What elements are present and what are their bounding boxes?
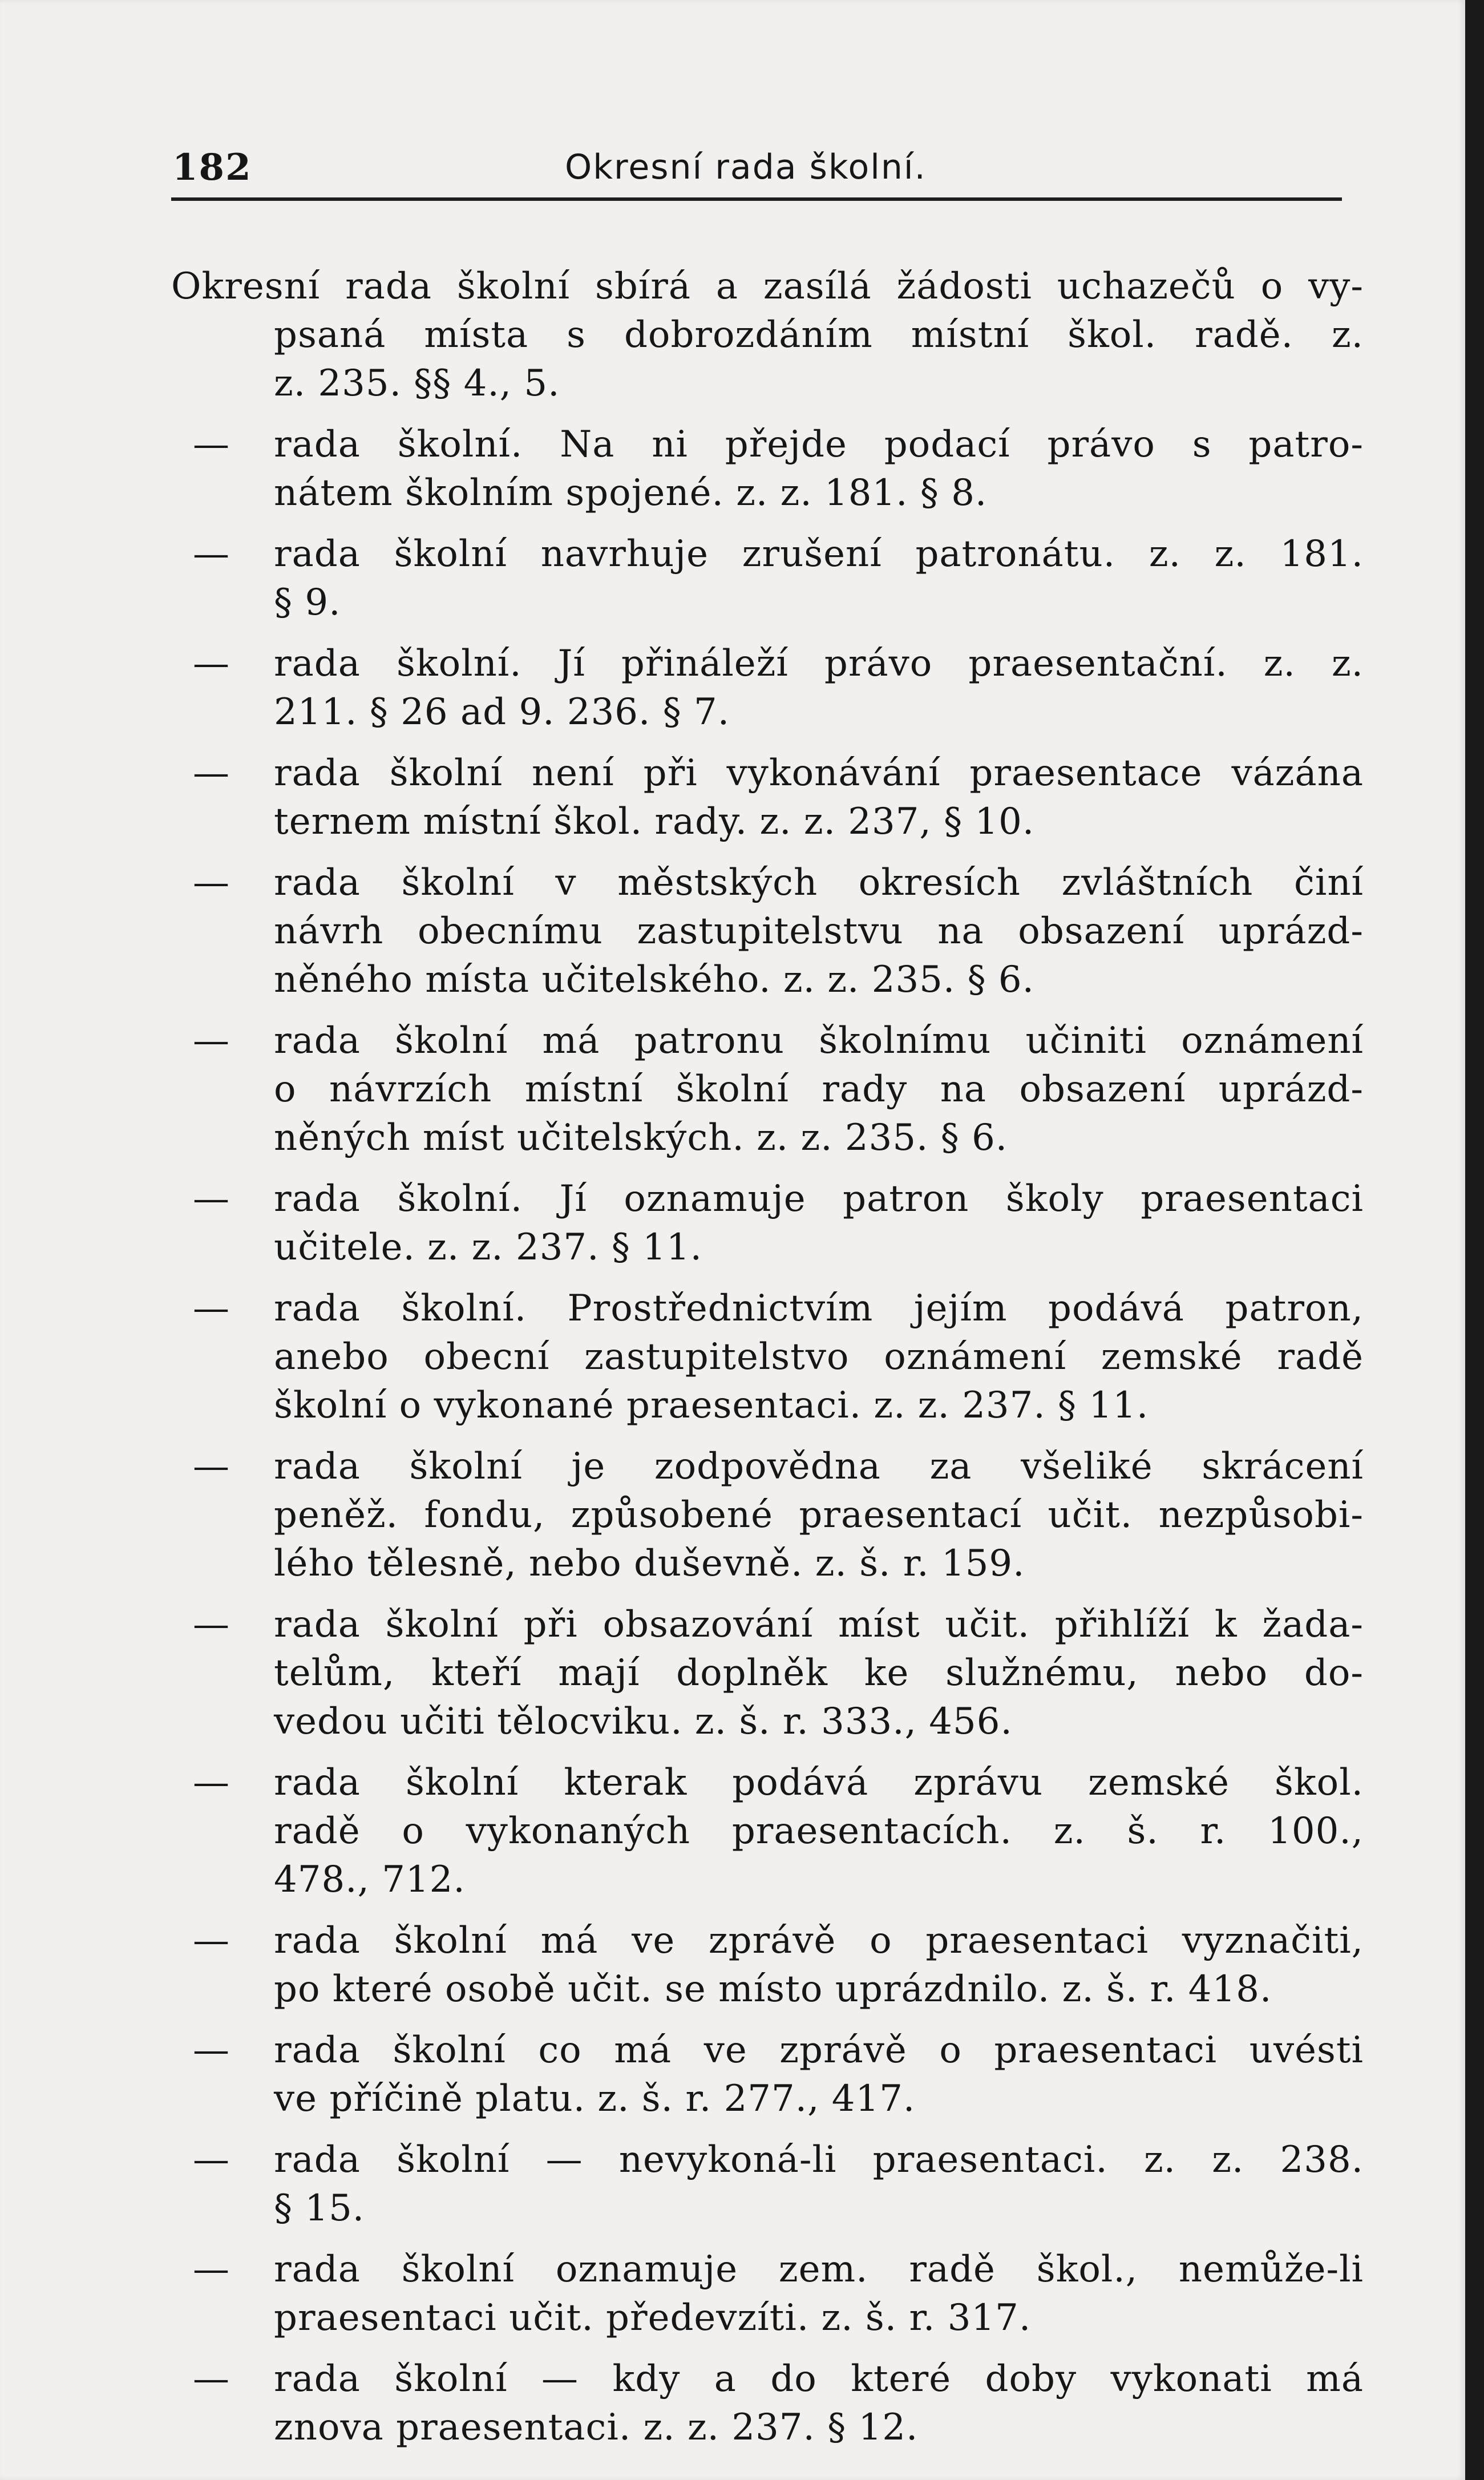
entry-dash: — (193, 2358, 229, 2400)
entry-dash: — (193, 862, 229, 904)
entry-line: něného místa učitelského. z. z. 235. § 6. (274, 959, 1034, 1001)
entry-line: po které osobě učit. se místo uprázdnilo. z. š. r. 418. (274, 1968, 1272, 2010)
entry-spacer (171, 1004, 1364, 1017)
entry-dash: — (193, 1445, 229, 1488)
entry-line: rada školní je zodpovědna za všeliké skrácení (274, 1445, 1364, 1488)
entry-line: rada školní není při vykonávání praesentace vázána (274, 752, 1364, 794)
entry-spacer (171, 627, 1364, 640)
index-entry (171, 421, 1364, 518)
entry-line: školní o vykonané praesentaci. z. z. 237. § 11. (274, 1384, 1149, 1427)
entry-line: telům, kteří mají doplněk ke služnému, nebo do- (274, 1652, 1364, 1694)
entry-line: rada školní má ve zprávě o praesentaci vyznačiti, (274, 1920, 1364, 1962)
entry-line: rada školní. Jí oznamuje patron školy praesentaci (274, 1178, 1364, 1220)
index-entry (171, 530, 1364, 627)
entry-dash: — (193, 1603, 229, 1646)
entry-dash: — (193, 752, 229, 794)
entry-spacer (171, 1588, 1364, 1601)
entry-spacer (171, 408, 1364, 421)
entry-dash: — (193, 1287, 229, 1330)
entry-line: rada školní navrhuje zrušení patronátu. z. z. 181. (274, 533, 1364, 575)
entry-line: ternem místní škol. rady. z. z. 237, § 10. (274, 801, 1035, 843)
entry-spacer (171, 1162, 1364, 1175)
entry-spacer (171, 1746, 1364, 1759)
index-entry (171, 262, 1364, 408)
entry-line: lého tělesně, nebo duševně. z. š. r. 159. (274, 1542, 1025, 1585)
entry-line: anebo obecní zastupitelstvo oznámení zemské radě (274, 1336, 1364, 1378)
index-entry (171, 1285, 1364, 1430)
entry-spacer (171, 2233, 1364, 2245)
index-entry (171, 640, 1364, 737)
entry-line: ve příčině platu. z. š. r. 277., 417. (274, 2078, 916, 2120)
index-entry (171, 2245, 1364, 2342)
entry-dash: — (193, 2029, 229, 2071)
header-rule (171, 197, 1342, 201)
entry-spacer (171, 1430, 1364, 1443)
entry-line: rada školní kterak podává zprávu zemské škol. (274, 1762, 1364, 1804)
entry-spacer (171, 2014, 1364, 2026)
entry-line: něných míst učitelských. z. z. 235. § 6. (274, 1117, 1008, 1159)
entry-line: nátem školním spojené. z. z. 181. § 8. (274, 472, 988, 514)
index-entry (171, 859, 1364, 1004)
index-entry (171, 2026, 1364, 2123)
entry-line: § 15. (274, 2187, 365, 2229)
entry-line: 478., 712. (274, 1859, 466, 1901)
index-entry (171, 1917, 1364, 2014)
entry-spacer (171, 846, 1364, 859)
entry-line: rada školní. Jí přináleží právo praesentační. z. z. (274, 643, 1364, 685)
entry-dash: — (193, 2248, 229, 2291)
entry-line: znova praesentaci. z. z. 237. § 12. (274, 2406, 919, 2449)
index-entry (171, 2136, 1364, 2233)
entry-line: Okresní rada školní sbírá a zasílá žádosti uchazečů o vy- (171, 265, 1364, 308)
entry-line: rada školní při obsazování míst učit. přihlíží k žada- (274, 1603, 1364, 1646)
entry-line: 211. § 26 ad 9. 236. § 7. (274, 691, 730, 733)
entry-dash: — (193, 1920, 229, 1962)
page-edge (1465, 0, 1484, 2480)
entry-line: o návrzích místní školní rady na obsazení uprázd- (274, 1068, 1364, 1110)
entry-dash: — (193, 533, 229, 575)
index-entry (171, 1601, 1364, 1746)
entry-line: rada školní oznamuje zem. radě škol., nemůže-li (274, 2248, 1364, 2291)
entry-line: návrh obecnímu zastupitelstvu na obsazení uprázd- (274, 910, 1364, 952)
entry-line: z. 235. §§ 4., 5. (274, 362, 560, 405)
entry-spacer (171, 737, 1364, 749)
entry-spacer (171, 1904, 1364, 1917)
entry-line: rada školní. Na ni přejde podací právo s patro- (274, 423, 1364, 466)
index-entry (171, 749, 1364, 846)
entry-dash: — (193, 2139, 229, 2181)
entry-spacer (171, 1272, 1364, 1285)
entry-line: peněž. fondu, způsobené praesentací učit. nezpůsobi- (274, 1494, 1364, 1536)
entry-line: rada školní v městských okresích zvláštních činí (274, 862, 1364, 904)
index-entry (171, 2355, 1364, 2452)
entry-line: radě o vykonaných praesentacích. z. š. r. 100., (274, 1810, 1364, 1852)
entry-line: rada školní — nevykoná-li praesentaci. z. z. 238. (274, 2139, 1364, 2181)
entry-dash: — (193, 643, 229, 685)
entry-dash: — (193, 1178, 229, 1220)
entry-line: vedou učiti tělocviku. z. š. r. 333., 456. (274, 1701, 1013, 1743)
entry-line: rada školní má patronu školnímu učiniti oznámení (274, 1020, 1364, 1062)
entry-line: učitele. z. z. 237. § 11. (274, 1226, 702, 1269)
entry-spacer (171, 518, 1364, 530)
index-entry (171, 1443, 1364, 1588)
page-header (171, 136, 1341, 199)
page-number: 182 (172, 146, 252, 189)
entry-line: praesentaci učit. předevzíti. z. š. r. 317. (274, 2297, 1032, 2339)
index-entry (171, 1175, 1364, 1272)
entry-dash: — (193, 423, 229, 466)
entry-line: psaná místa s dobrozdáním místní škol. radě. z. (274, 314, 1364, 356)
index-entry (171, 1759, 1364, 1904)
entry-spacer (171, 2123, 1364, 2136)
entry-line: rada školní co má ve zprávě o praesentaci uvésti (274, 2029, 1364, 2071)
running-head: Okresní rada školní. (565, 147, 927, 187)
entry-line: rada školní. Prostřednictvím jejím podává patron, (274, 1287, 1364, 1330)
entry-line: rada školní — kdy a do které doby vykonati má (274, 2358, 1364, 2400)
entry-spacer (171, 2342, 1364, 2355)
index-entry (171, 1017, 1364, 1162)
entry-line: § 9. (274, 581, 341, 624)
entry-dash: — (193, 1020, 229, 1062)
index-entries (171, 262, 1364, 2452)
entry-dash: — (193, 1762, 229, 1804)
